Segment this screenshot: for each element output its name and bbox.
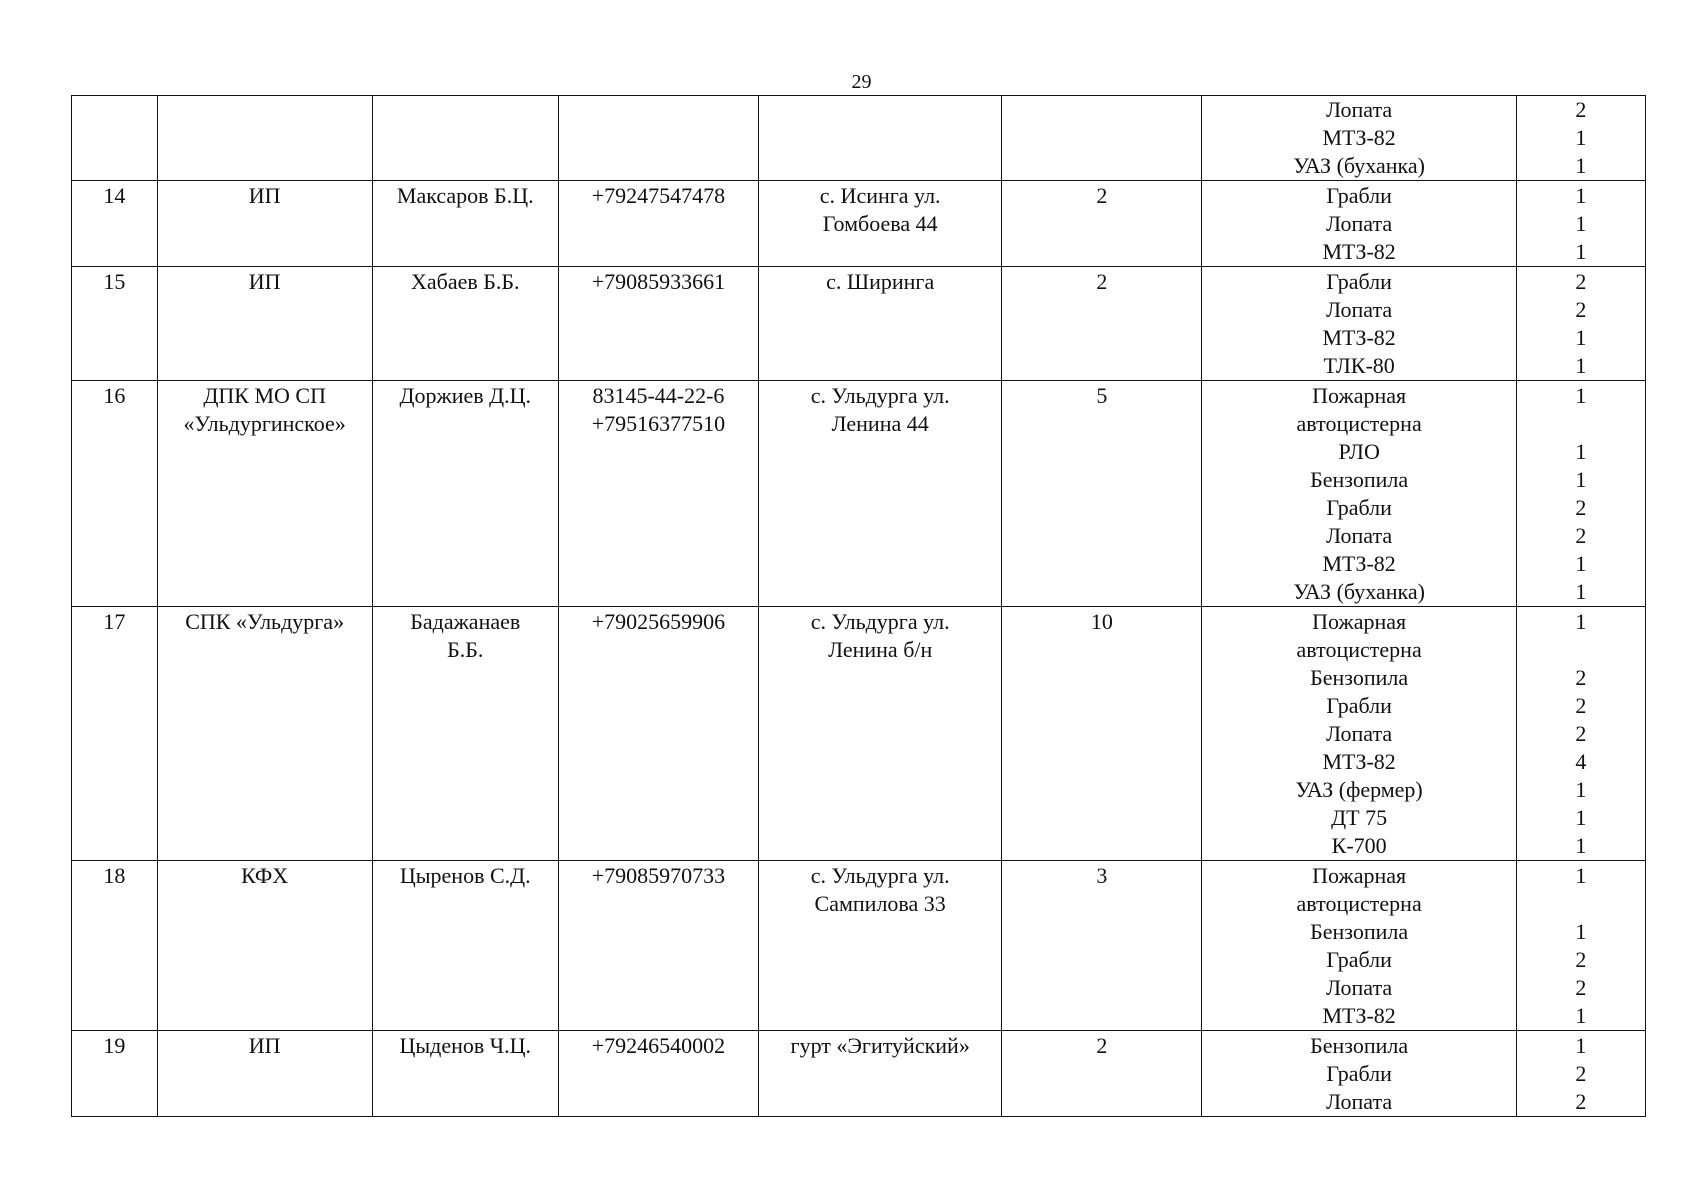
quantity-line: 1 [1575,211,1587,236]
address-line: Гомбоева 44 [822,211,938,236]
quantity-line [1523,636,1639,664]
phone-line: +79247547478 [591,183,726,208]
num-value: 16 [103,383,126,408]
equipment-line: ДТ 75 [1331,805,1388,830]
head-name-cell [372,381,558,607]
phone-cell [558,181,758,267]
quantity-line: 2 [1575,693,1587,718]
quantity-line: 2 [1575,297,1587,322]
phone-line: 83145-44-22-6 [592,383,725,408]
organization-cell [157,267,372,381]
quantity-line: 1 [1575,439,1587,464]
address-cell [758,381,1001,607]
quantity-line: 1 [1575,777,1587,802]
quantity-line: 2 [1575,721,1587,746]
org-line: ДПК МО СП [203,383,326,408]
quantity-cell [1516,861,1645,1031]
people-count-cell [1002,96,1202,181]
equipment-line: Грабли [1326,183,1392,208]
row-number-cell [72,1031,158,1117]
head-name-cell [372,861,558,1031]
equipment-line: Пожарная [1312,609,1407,634]
num-value [112,97,118,122]
quantity-cell [1516,267,1645,381]
people-count-cell [1002,607,1202,861]
equipment-cell [1202,861,1516,1031]
people-count-cell [1002,1031,1202,1117]
people-value: 2 [1096,183,1108,208]
people-count-cell [1002,381,1202,607]
table-row [72,607,1646,861]
equipment-line: МТЗ-82 [1322,325,1396,350]
row-number-cell [72,861,158,1031]
quantity-line: 1 [1575,153,1587,178]
equipment-cell [1202,96,1516,181]
quantity-line: 1 [1575,805,1587,830]
quantity-line: 1 [1575,863,1587,888]
address-cell [758,861,1001,1031]
address-line: с. Ульдурга ул. [810,383,950,408]
table-row [72,381,1646,607]
phone-cell [558,267,758,381]
head-name-cell [372,181,558,267]
quantity-line: 1 [1575,183,1587,208]
equipment-line: Пожарная [1312,863,1407,888]
phone-line: +79516377510 [591,411,726,436]
organization-cell [157,861,372,1031]
equipment-line: ТЛК-80 [1323,353,1395,378]
quantity-line [1523,890,1639,918]
phone-cell [558,1031,758,1117]
row-number-cell [72,96,158,181]
quantity-cell [1516,181,1645,267]
address-cell [758,96,1001,181]
quantity-line: 2 [1575,495,1587,520]
phone-line: +79085970733 [591,863,726,888]
equipment-line: автоцистерна [1296,411,1422,436]
phone-line: +79025659906 [591,609,726,634]
equipment-line: РЛО [1338,439,1380,464]
quantity-line: 1 [1575,325,1587,350]
quantity-line: 1 [1575,551,1587,576]
address-cell [758,1031,1001,1117]
address-line: гурт «Эгитуйский» [790,1033,970,1058]
quantity-line: 1 [1575,919,1587,944]
quantity-line: 2 [1575,523,1587,548]
people-value [1099,97,1105,122]
phone-cell [558,861,758,1031]
equipment-line: Лопата [1326,211,1393,236]
people-count-cell [1002,861,1202,1031]
address-line: с. Исинга ул. [819,183,941,208]
equipment-cell [1202,381,1516,607]
people-value: 3 [1096,863,1108,888]
equipment-line: Лопата [1326,297,1393,322]
head-line: Бадажанаев [410,609,521,634]
quantity-line: 2 [1575,1089,1587,1114]
quantity-cell [1516,96,1645,181]
equipment-line: Лопата [1326,1089,1393,1114]
people-count-cell [1002,181,1202,267]
org-line: «Ульдургинское» [183,411,346,436]
address-line: Ленина 44 [831,411,929,436]
quantity-cell [1516,1031,1645,1117]
org-line: ИП [248,183,281,208]
table-row [72,1031,1646,1117]
organization-cell [157,96,372,181]
equipment-line: Лопата [1326,721,1393,746]
quantity-cell [1516,607,1645,861]
equipment-line: Бензопила [1310,1033,1409,1058]
page-number: 29 [851,71,872,93]
quantity-line: 1 [1575,467,1587,492]
phone-line: +79085933661 [591,269,726,294]
equipment-line: Бензопила [1310,919,1409,944]
address-cell [758,181,1001,267]
equipment-line: Грабли [1326,495,1392,520]
head-line: Цыренов С.Д. [399,863,531,888]
people-count-cell [1002,267,1202,381]
table-body [72,96,1646,1117]
organization-cell [157,181,372,267]
quantity-line: 1 [1575,579,1587,604]
num-value: 14 [103,183,126,208]
head-line: Хабаев Б.Б. [410,269,520,294]
address-cell [758,607,1001,861]
head-line: Доржиев Д.Ц. [399,383,532,408]
phone-cell [558,381,758,607]
equipment-line: Лопата [1326,523,1393,548]
equipment-line: МТЗ-82 [1322,125,1396,150]
equipment-cell [1202,181,1516,267]
equipment-line: Лопата [1326,975,1393,1000]
org-line: КФХ [241,863,289,888]
equipment-line: МТЗ-82 [1322,1003,1396,1028]
address-cell [758,267,1001,381]
head-line: Цыденов Ч.Ц. [399,1033,531,1058]
organization-cell [157,1031,372,1117]
row-number-cell [72,607,158,861]
quantity-line: 1 [1575,1003,1587,1028]
table-row [72,181,1646,267]
row-number-cell [72,381,158,607]
quantity-line: 2 [1575,97,1587,122]
equipment-line: Грабли [1326,693,1392,718]
row-number-cell [72,181,158,267]
quantity-line: 4 [1575,749,1587,774]
quantity-line: 1 [1575,125,1587,150]
equipment-line: МТЗ-82 [1322,551,1396,576]
row-number-cell [72,267,158,381]
num-value: 15 [103,269,126,294]
equipment-line: Лопата [1326,97,1393,122]
table-row [72,96,1646,181]
num-value: 19 [103,1033,126,1058]
organization-cell [157,607,372,861]
quantity-line: 2 [1575,975,1587,1000]
equipment-line: МТЗ-82 [1322,749,1396,774]
quantity-cell [1516,381,1645,607]
head-name-cell [372,1031,558,1117]
quantity-line [1523,410,1639,438]
table-row [72,267,1646,381]
phone-cell [558,607,758,861]
quantity-line: 1 [1575,609,1587,634]
quantity-line: 2 [1575,269,1587,294]
equipment-line: Бензопила [1310,467,1409,492]
equipment-line: Бензопила [1310,665,1409,690]
address-line: с. Ширинга [826,269,935,294]
people-value: 2 [1096,269,1108,294]
equipment-cell [1202,267,1516,381]
head-name-cell [372,607,558,861]
org-line: СПК «Ульдурга» [185,609,345,634]
quantity-line: 1 [1575,239,1587,264]
equipment-line: Грабли [1326,269,1392,294]
equipment-cell [1202,607,1516,861]
equipment-line: Грабли [1326,947,1392,972]
num-value: 18 [103,863,126,888]
organization-cell [157,381,372,607]
quantity-line: 1 [1575,833,1587,858]
equipment-line: МТЗ-82 [1322,239,1396,264]
head-line: Б.Б. [447,637,484,662]
quantity-line: 2 [1575,1061,1587,1086]
org-line: ИП [248,269,281,294]
equipment-table [71,95,1646,1117]
people-value: 5 [1096,383,1108,408]
equipment-line: Грабли [1326,1061,1392,1086]
address-line: Ленина б/н [828,637,933,662]
phone-line: +79246540002 [591,1033,726,1058]
table-row [72,861,1646,1031]
head-name-cell [372,267,558,381]
people-value: 10 [1090,609,1113,634]
head-line: Максаров Б.Ц. [396,183,534,208]
equipment-line: автоцистерна [1296,637,1422,662]
equipment-line: УАЗ (буханка) [1293,579,1425,604]
equipment-line: автоцистерна [1296,891,1422,916]
address-line: с. Ульдурга ул. [810,863,950,888]
equipment-cell [1202,1031,1516,1117]
num-value: 17 [103,609,126,634]
org-line: ИП [248,1033,281,1058]
people-value: 2 [1096,1033,1108,1058]
quantity-line: 2 [1575,947,1587,972]
quantity-line: 1 [1575,1033,1587,1058]
phone-cell [558,96,758,181]
equipment-line: УАЗ (фермер) [1295,777,1423,802]
quantity-line: 1 [1575,353,1587,378]
equipment-line: Пожарная [1312,383,1407,408]
address-line: с. Ульдурга ул. [810,609,950,634]
address-line: Сампилова 33 [814,891,946,916]
head-name-cell [372,96,558,181]
equipment-line: УАЗ (буханка) [1293,153,1425,178]
quantity-line: 1 [1575,383,1587,408]
quantity-line: 2 [1575,665,1587,690]
equipment-line: К-700 [1331,833,1387,858]
